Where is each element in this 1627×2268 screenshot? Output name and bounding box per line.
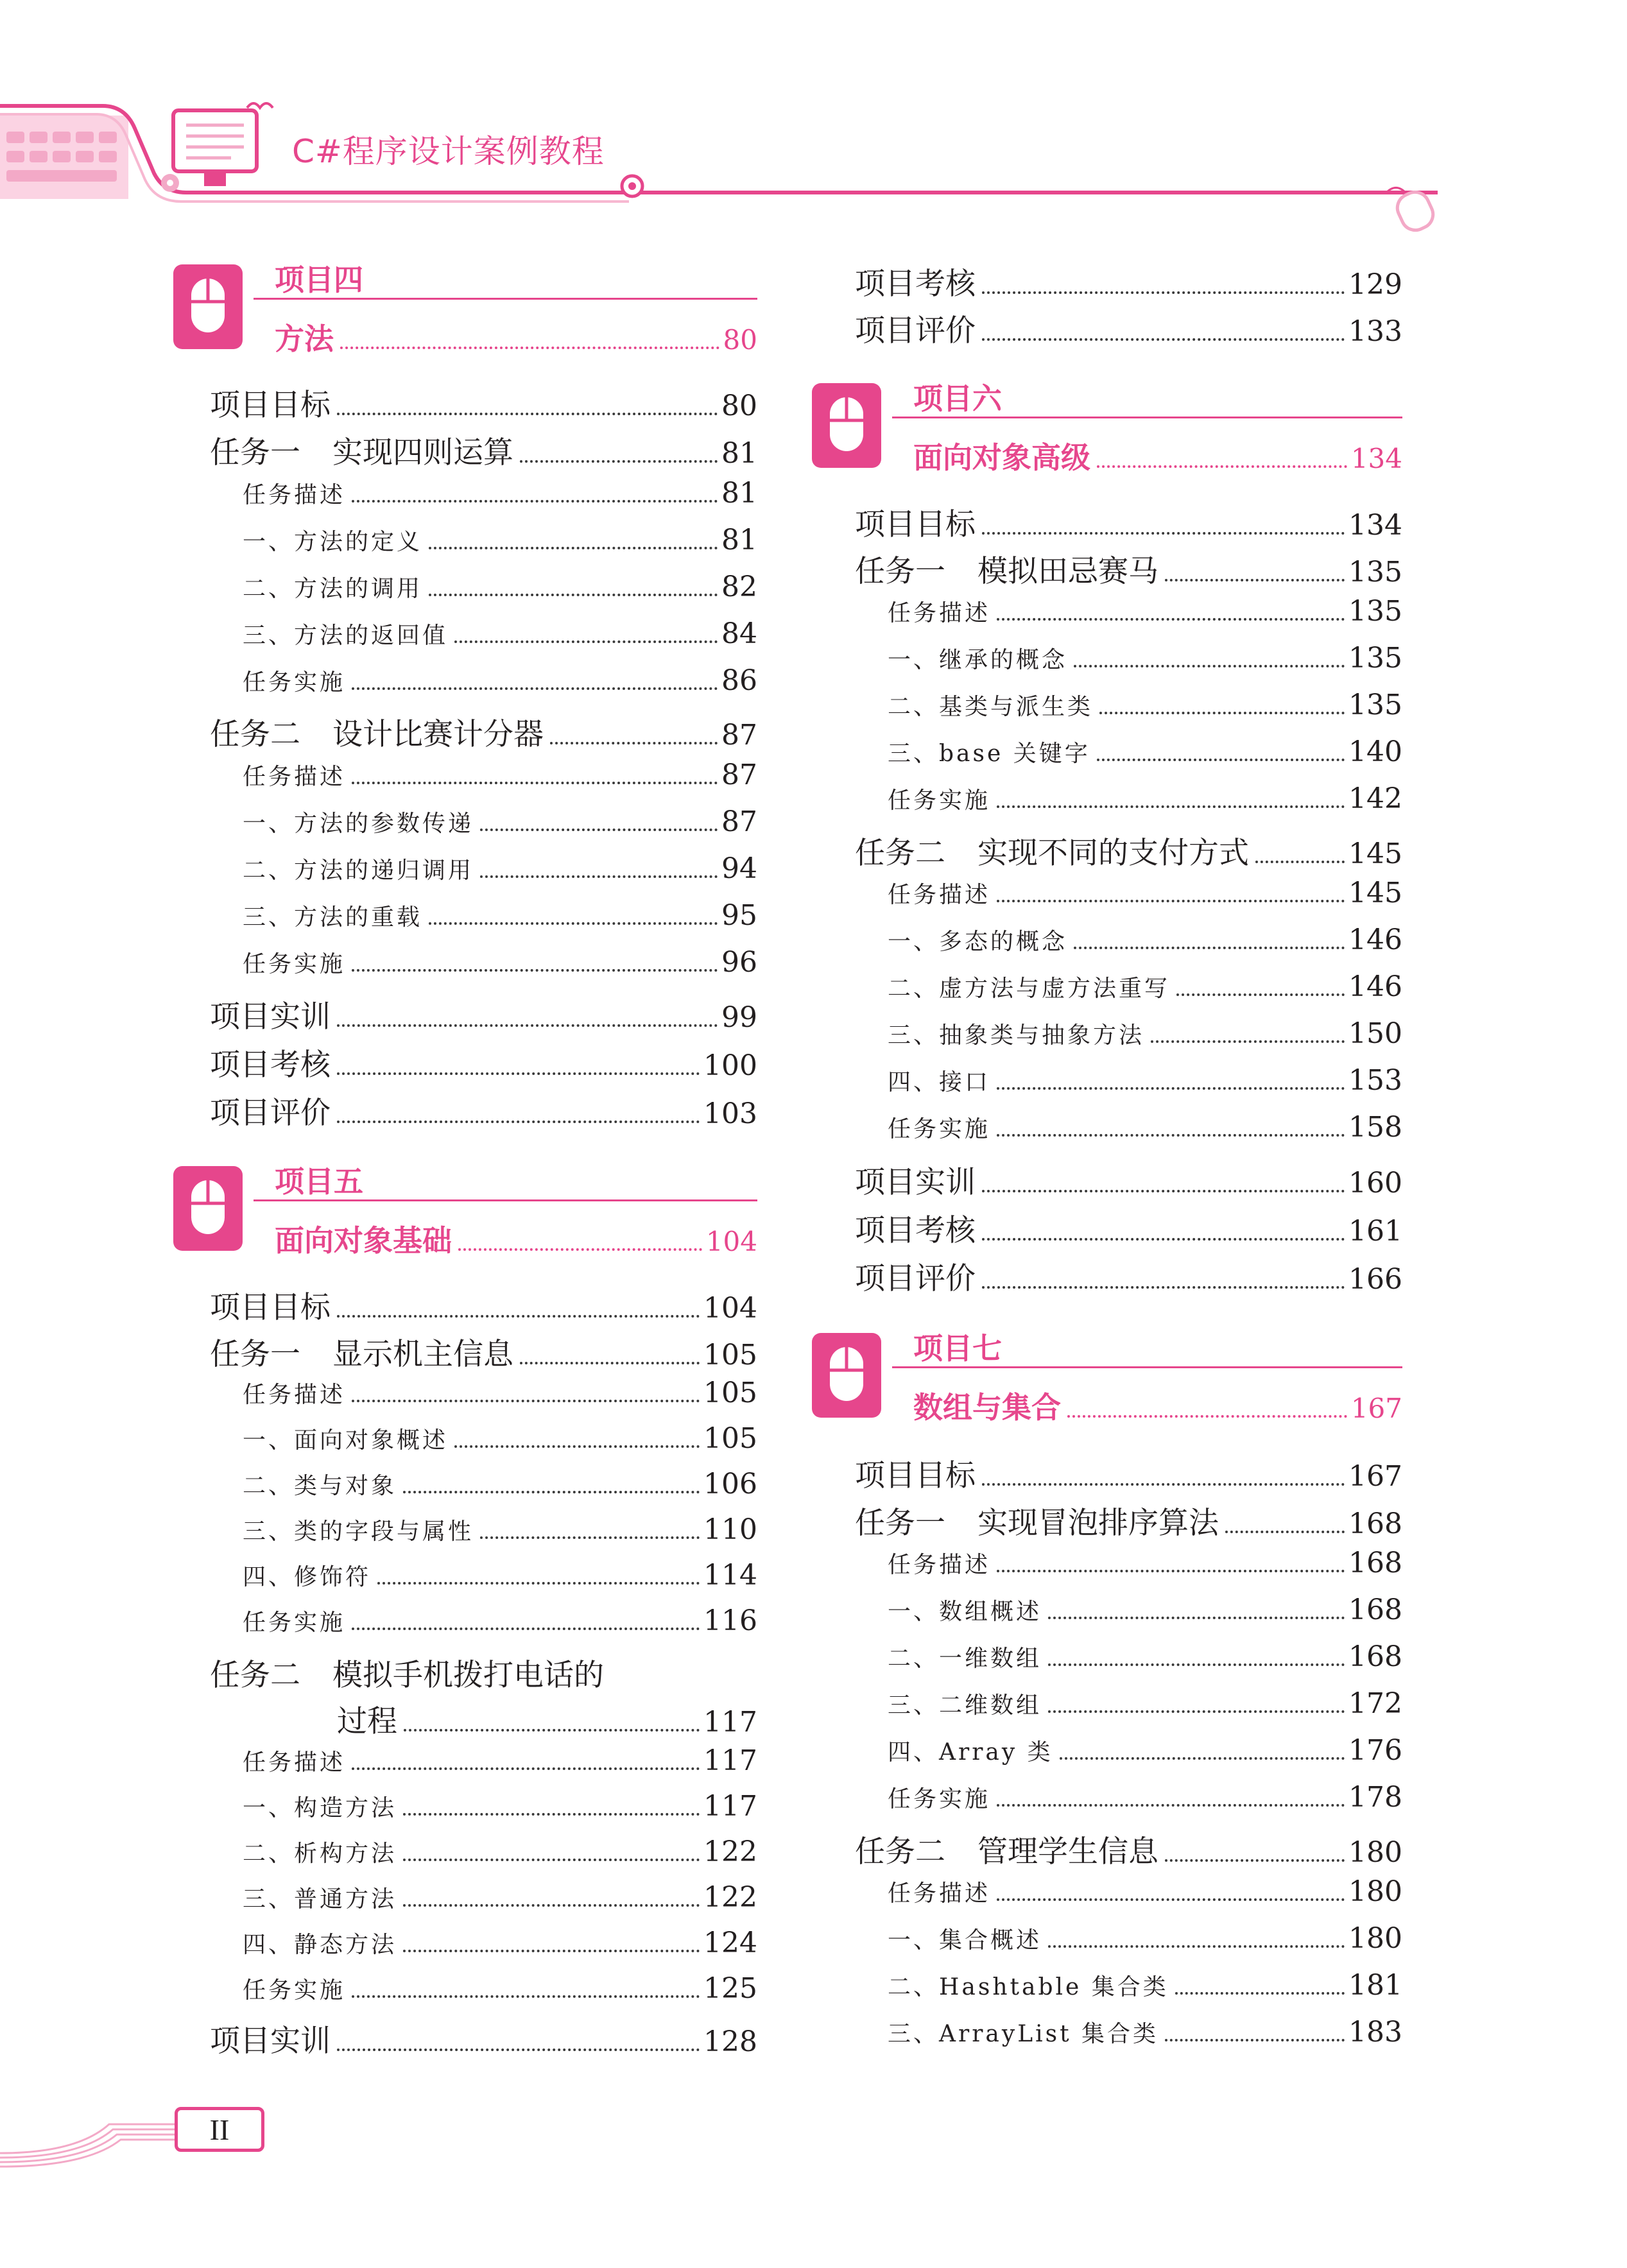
toc-entry[interactable]: [243, 1927, 757, 1959]
page-number: 81: [721, 477, 757, 510]
toc-entry[interactable]: [243, 1881, 757, 1914]
toc-entry[interactable]: [243, 477, 757, 510]
entry-title: 任务实施: [243, 669, 346, 696]
task-number: 任务一: [855, 1506, 945, 1541]
toc-entry[interactable]: [243, 1744, 757, 1777]
entry-title: 项目考核: [210, 1047, 331, 1083]
entry-title: 项目目标: [855, 507, 976, 542]
page-number: 105: [703, 1339, 757, 1371]
entry-title: 任务描述: [888, 1880, 991, 1907]
dot-leader: [1048, 1945, 1345, 1948]
toc-entry[interactable]: [210, 1284, 757, 1327]
page-number: 81: [721, 524, 757, 556]
dot-leader: [454, 1445, 700, 1448]
toc-entry[interactable]: [855, 1452, 1402, 1495]
page-number: 168: [1348, 1547, 1402, 1579]
toc-entry[interactable]: [888, 689, 1402, 721]
toc-entry[interactable]: [888, 1875, 1402, 1908]
dot-leader: [337, 413, 718, 415]
entry-title: 项目评价: [855, 313, 976, 348]
dot-leader: [1048, 1617, 1345, 1619]
entry-title: 四、修饰符: [243, 1564, 372, 1590]
dot-leader: [982, 1286, 1345, 1289]
toc-entry[interactable]: [855, 547, 1402, 590]
toc-entry[interactable]: [855, 260, 1402, 303]
dot-leader: [480, 1536, 700, 1539]
entry-title: 项目实训: [210, 999, 331, 1035]
toc-entry[interactable]: [210, 381, 757, 424]
page-number: 150: [1348, 1017, 1402, 1050]
toc-entry[interactable]: [210, 429, 757, 472]
dot-leader: [352, 1767, 700, 1770]
page-number: 168: [1348, 1594, 1402, 1626]
entry-title: 一、方法的参数传递: [243, 811, 474, 837]
dot-leader: [997, 618, 1345, 621]
entry-title: 任务描述: [243, 764, 346, 790]
entry-title: 二、类与对象: [243, 1473, 397, 1499]
page-number: 129: [1348, 268, 1402, 301]
page-number: 180: [1348, 1922, 1402, 1955]
dot-leader: [1074, 947, 1345, 949]
page-number: 100: [703, 1049, 757, 1082]
page-number: 153: [1348, 1064, 1402, 1097]
page-number: 87: [721, 719, 757, 752]
toc-entry[interactable]: [243, 1790, 757, 1823]
entry-title: 任务描述: [243, 482, 346, 508]
entry-title: 项目评价: [210, 1095, 331, 1131]
project-name-row: [913, 1384, 1402, 1423]
dot-leader: [377, 1582, 700, 1585]
task-number: 任务一: [855, 554, 945, 589]
toc-entry[interactable]: [888, 782, 1402, 815]
dot-leader: [1060, 1757, 1345, 1760]
toc-entry[interactable]: [888, 595, 1402, 628]
dot-leader: [1067, 1415, 1347, 1418]
dot-leader: [997, 1087, 1345, 1090]
page-number: 122: [703, 1881, 757, 1914]
page-number: 82: [721, 571, 757, 603]
toc-entry[interactable]: [855, 1828, 1402, 1871]
entry-title: 三、方法的返回值: [243, 623, 449, 649]
dot-leader: [352, 1995, 700, 1998]
entry-title: 任务描述: [243, 1749, 346, 1776]
page-number: 114: [703, 1559, 757, 1592]
toc-entry[interactable]: [210, 2017, 757, 2060]
entry-title: 四、Array 类: [888, 1739, 1053, 1765]
page-number: 133: [1348, 315, 1402, 348]
dot-leader: [480, 875, 718, 878]
toc-entry[interactable]: [243, 852, 757, 885]
mouse-icon: [812, 1333, 881, 1418]
toc-entry[interactable]: [855, 501, 1402, 544]
project-name: 数组与集合: [913, 1390, 1061, 1425]
dot-leader: [1176, 993, 1345, 996]
entry-title: 项目评价: [855, 1261, 976, 1296]
toc-entry[interactable]: [855, 1207, 1402, 1250]
task-number: 任务二: [210, 717, 300, 752]
page-number: 140: [1348, 735, 1402, 768]
toc-entry[interactable]: [243, 759, 757, 791]
toc-entry[interactable]: [888, 1547, 1402, 1579]
page-number: 122: [703, 1835, 757, 1868]
toc-entry[interactable]: [243, 899, 757, 932]
page-number: 125: [703, 1972, 757, 2005]
project-label: 项目六: [913, 381, 1002, 416]
entry-title: 实现冒泡排序算法: [977, 1506, 1219, 1541]
toc-entry[interactable]: [888, 924, 1402, 956]
entry-title: 四、接口: [888, 1069, 991, 1095]
page-number: 117: [703, 1706, 757, 1739]
page-number: 87: [721, 805, 757, 838]
entry-title: 模拟手机拨打电话的: [332, 1658, 604, 1693]
toc-entry[interactable]: [210, 1651, 604, 1694]
toc-entry[interactable]: [243, 571, 757, 603]
dot-leader: [1165, 579, 1345, 581]
dot-leader: [1255, 861, 1345, 863]
page-number: 172: [1348, 1687, 1402, 1720]
dot-leader: [458, 1248, 702, 1251]
toc-entry[interactable]: [243, 524, 757, 556]
page-number: 135: [1348, 595, 1402, 628]
task-number: 任务二: [210, 1658, 300, 1693]
dot-leader: [997, 1898, 1345, 1901]
dot-leader: [454, 640, 718, 643]
page-number: 134: [1350, 443, 1402, 474]
entry-title: 实现不同的支付方式: [977, 836, 1249, 871]
page-number: 81: [721, 437, 757, 470]
entry-title: 项目考核: [855, 266, 976, 302]
dot-leader: [403, 1950, 700, 1952]
page-number: 158: [1348, 1111, 1402, 1144]
dot-leader: [1165, 1859, 1345, 1862]
entry-title: 任务实施: [888, 1116, 991, 1142]
dot-leader: [520, 460, 718, 463]
dot-leader: [352, 1628, 700, 1630]
page-number: 167: [1348, 1460, 1402, 1493]
dot-leader: [997, 1570, 1345, 1572]
toc-entry[interactable]: [888, 877, 1402, 909]
page-number: 135: [1348, 689, 1402, 721]
toc-entry[interactable]: [888, 1781, 1402, 1814]
toc-entry[interactable]: [888, 1594, 1402, 1626]
page-number: 124: [703, 1927, 757, 1959]
toc-entry[interactable]: [243, 805, 757, 838]
task-number: 任务一: [210, 1337, 300, 1372]
dot-leader: [982, 1483, 1345, 1486]
toc-entry[interactable]: [210, 1041, 757, 1084]
toc-entry[interactable]: [210, 1330, 757, 1373]
dot-leader: [1225, 1531, 1345, 1533]
dot-leader: [550, 742, 718, 744]
toc-entry[interactable]: [888, 1734, 1402, 1767]
project-seven-header[interactable]: [812, 1325, 1402, 1428]
entry-title: 一、多态的概念: [888, 929, 1068, 955]
page-number: 146: [1348, 924, 1402, 956]
dot-leader: [337, 1072, 700, 1075]
page-number: 183: [1348, 2016, 1402, 2049]
page-number: 134: [1348, 509, 1402, 542]
entry-title: 任务描述: [888, 1552, 991, 1578]
page-number: 181: [1348, 1969, 1402, 2002]
toc-entry[interactable]: [243, 1422, 757, 1455]
project-label: 项目五: [275, 1164, 363, 1199]
toc-entry[interactable]: [243, 1835, 757, 1868]
page-number: 106: [703, 1468, 757, 1500]
entry-title: 管理学生信息: [977, 1834, 1158, 1869]
dot-leader: [352, 969, 718, 972]
page-number: 178: [1348, 1781, 1402, 1814]
page-number: 96: [721, 946, 757, 979]
dot-leader: [340, 347, 719, 349]
dot-leader: [337, 2049, 700, 2051]
dot-leader: [480, 829, 718, 831]
toc-entry[interactable]: [243, 1468, 757, 1500]
entry-title: 任务实施: [243, 951, 346, 977]
entry-title: 二、方法的调用: [243, 576, 423, 602]
page-number: 135: [1348, 642, 1402, 674]
entry-title: 三、普通方法: [243, 1886, 397, 1912]
dot-leader: [997, 1804, 1345, 1807]
dot-leader: [1099, 712, 1345, 714]
page-number: 146: [1348, 970, 1402, 1003]
project-label: 项目四: [275, 262, 363, 297]
project-five-header[interactable]: [173, 1158, 757, 1261]
page-number: 135: [1348, 556, 1402, 588]
page-number: 104: [705, 1226, 757, 1257]
page-number: 167: [1350, 1393, 1402, 1424]
toc-entry[interactable]: [888, 642, 1402, 674]
task-number: 任务二: [855, 1834, 945, 1869]
entry-title: 项目目标: [855, 1458, 976, 1493]
entry-title: 一、集合概述: [888, 1927, 1042, 1954]
project-name-row: [913, 434, 1402, 473]
page-number: 94: [721, 852, 757, 885]
entry-title: 任务描述: [243, 1382, 346, 1408]
toc-entry[interactable]: [210, 993, 757, 1036]
task-number: 任务二: [855, 836, 945, 871]
dot-leader: [997, 805, 1345, 808]
page-number: 95: [721, 899, 757, 932]
toc-entry[interactable]: [243, 664, 757, 697]
entry-title: 显示机主信息: [332, 1337, 513, 1372]
dot-leader: [1097, 465, 1347, 468]
page-number: 110: [703, 1513, 757, 1546]
entry-title: 任务描述: [888, 882, 991, 908]
dot-leader: [997, 1134, 1345, 1137]
toc-entry[interactable]: [210, 710, 757, 753]
entry-title: 项目实训: [210, 2023, 331, 2059]
page-number: 80: [721, 390, 757, 422]
dot-leader: [337, 1315, 700, 1318]
page-number: 145: [1348, 877, 1402, 909]
toc-entry[interactable]: [888, 1687, 1402, 1720]
entry-title: 一、构造方法: [243, 1795, 397, 1821]
entry-title: 三、方法的重载: [243, 904, 423, 931]
dot-leader: [1165, 2039, 1345, 2041]
entry-title: 三、二维数组: [888, 1692, 1042, 1719]
toc-entry[interactable]: [855, 1499, 1402, 1542]
dot-leader: [982, 338, 1345, 341]
entry-title: 实现四则运算: [332, 435, 513, 470]
toc-entry[interactable]: [855, 1158, 1402, 1201]
page-number: 168: [1348, 1640, 1402, 1673]
entry-title: 三、base 关键字: [888, 741, 1090, 767]
entry-title: 二、一维数组: [888, 1645, 1042, 1672]
page-number: 160: [1348, 1167, 1402, 1199]
entry-title: 二、虚方法与虚方法重写: [888, 975, 1171, 1002]
page-number-badge: II: [175, 2107, 264, 2152]
project-name: 面向对象高级: [913, 440, 1090, 475]
dot-leader: [352, 782, 718, 784]
page-number: 86: [721, 664, 757, 697]
dot-leader: [997, 900, 1345, 902]
entry-title: 模拟田忌赛马: [977, 554, 1158, 589]
project-six-header[interactable]: [812, 375, 1402, 478]
toc-entry[interactable]: [888, 735, 1402, 768]
page-number: 99: [721, 1001, 757, 1034]
dot-leader: [352, 687, 718, 690]
page-number: 80: [723, 324, 757, 356]
mouse-icon: [173, 1166, 243, 1251]
entry-title: 任务实施: [243, 1610, 346, 1636]
page-number: 117: [703, 1790, 757, 1823]
dot-leader: [1175, 1992, 1345, 1995]
entry-title: 一、继承的概念: [888, 647, 1068, 673]
page-number: 176: [1348, 1734, 1402, 1767]
dot-leader: [982, 291, 1345, 294]
task-number: 任务一: [210, 435, 300, 470]
entry-title: 项目目标: [210, 388, 331, 423]
toc-entry[interactable]: [888, 1640, 1402, 1673]
entry-title: 一、数组概述: [888, 1599, 1042, 1625]
entry-title: 一、面向对象概述: [243, 1427, 449, 1454]
toc-entry[interactable]: [243, 1513, 757, 1546]
dot-leader: [404, 1729, 700, 1731]
page-number: 145: [1348, 838, 1402, 870]
entry-title: 项目考核: [855, 1213, 976, 1248]
page-number: 105: [703, 1422, 757, 1455]
toc-entry[interactable]: [243, 1972, 757, 2005]
entry-title: 一、方法的定义: [243, 529, 423, 555]
page-number: 105: [703, 1377, 757, 1409]
dot-leader: [1074, 665, 1345, 667]
entry-title: 四、静态方法: [243, 1932, 397, 1958]
toc-entry[interactable]: [243, 946, 757, 979]
page-number: 128: [703, 2025, 757, 2058]
page-number: 180: [1348, 1836, 1402, 1869]
entry-title: 二、基类与派生类: [888, 694, 1094, 720]
dot-leader: [982, 1238, 1345, 1241]
dot-leader: [403, 1491, 700, 1493]
project-name-row: [275, 316, 757, 354]
entry-title: 三、ArrayList 集合类: [888, 2021, 1159, 2047]
entry-title: 设计比赛计分器: [332, 717, 544, 752]
page-number: 84: [721, 617, 757, 650]
entry-title: 任务实施: [888, 1786, 991, 1812]
page-number: 142: [1348, 782, 1402, 815]
toc-entry[interactable]: [243, 617, 757, 650]
toc-entry[interactable]: [888, 970, 1402, 1003]
toc-entry[interactable]: [243, 1377, 757, 1409]
entry-title: 任务实施: [243, 1977, 346, 2004]
dot-leader: [1151, 1040, 1345, 1043]
dot-leader: [352, 1400, 700, 1402]
page-number: 104: [703, 1292, 757, 1325]
project-four-header[interactable]: [173, 257, 757, 359]
page-number: 166: [1348, 1263, 1402, 1296]
dot-leader: [1048, 1663, 1345, 1666]
dot-leader: [982, 1190, 1345, 1192]
dot-leader: [337, 1121, 700, 1123]
dot-leader: [429, 547, 718, 549]
dot-leader: [403, 1904, 700, 1907]
dot-leader: [352, 500, 718, 503]
project-name-row: [275, 1217, 757, 1256]
entry-title: 任务实施: [888, 787, 991, 814]
dot-leader: [520, 1362, 700, 1364]
project-name: 面向对象基础: [275, 1223, 452, 1258]
toc-entry[interactable]: [855, 829, 1402, 872]
entry-title: 过程: [337, 1704, 397, 1739]
entry-title: 三、类的字段与属性: [243, 1518, 474, 1545]
page-number: 103: [703, 1097, 757, 1130]
page-number: 180: [1348, 1875, 1402, 1908]
entry-title: 三、抽象类与抽象方法: [888, 1022, 1145, 1049]
page-number: 87: [721, 759, 757, 791]
toc-entry[interactable]: [888, 1017, 1402, 1050]
dot-leader: [429, 594, 718, 596]
project-label: 项目七: [913, 1331, 1002, 1366]
dot-leader: [403, 1813, 700, 1816]
entry-title: 二、方法的递归调用: [243, 857, 474, 884]
project-name: 方法: [275, 322, 334, 356]
dot-leader: [1048, 1710, 1345, 1713]
dot-leader: [337, 1024, 718, 1027]
entry-title: 项目实训: [855, 1165, 976, 1200]
toc-entry[interactable]: [888, 1969, 1402, 2002]
entry-title: 项目目标: [210, 1290, 331, 1325]
entry-title: 二、析构方法: [243, 1841, 397, 1867]
header-decoration: [0, 0, 1627, 244]
dot-leader: [403, 1859, 700, 1861]
page-number: 117: [703, 1744, 757, 1777]
book-title: C#程序设计案例教程: [292, 133, 605, 170]
dot-leader: [982, 532, 1345, 535]
entry-title: 任务描述: [888, 600, 991, 626]
mouse-icon: [812, 383, 881, 468]
page-number: 161: [1348, 1215, 1402, 1248]
toc-entry[interactable]: [243, 1604, 757, 1637]
toc-entry[interactable]: [888, 1922, 1402, 1955]
page-number: 168: [1348, 1508, 1402, 1540]
toc-entry[interactable]: [888, 1064, 1402, 1097]
toc-entry[interactable]: [888, 2016, 1402, 2049]
dot-leader: [429, 922, 718, 925]
toc-entry-continued[interactable]: [337, 1697, 757, 1740]
toc-entry[interactable]: [855, 307, 1402, 350]
toc-entry[interactable]: [855, 1255, 1402, 1298]
entry-title: 二、Hashtable 集合类: [888, 1974, 1169, 2000]
toc-entry[interactable]: [210, 1089, 757, 1132]
page-number: 116: [703, 1604, 757, 1637]
mouse-icon: [173, 264, 243, 349]
toc-entry[interactable]: [888, 1111, 1402, 1144]
toc-entry[interactable]: [243, 1559, 757, 1592]
dot-leader: [1097, 759, 1345, 761]
